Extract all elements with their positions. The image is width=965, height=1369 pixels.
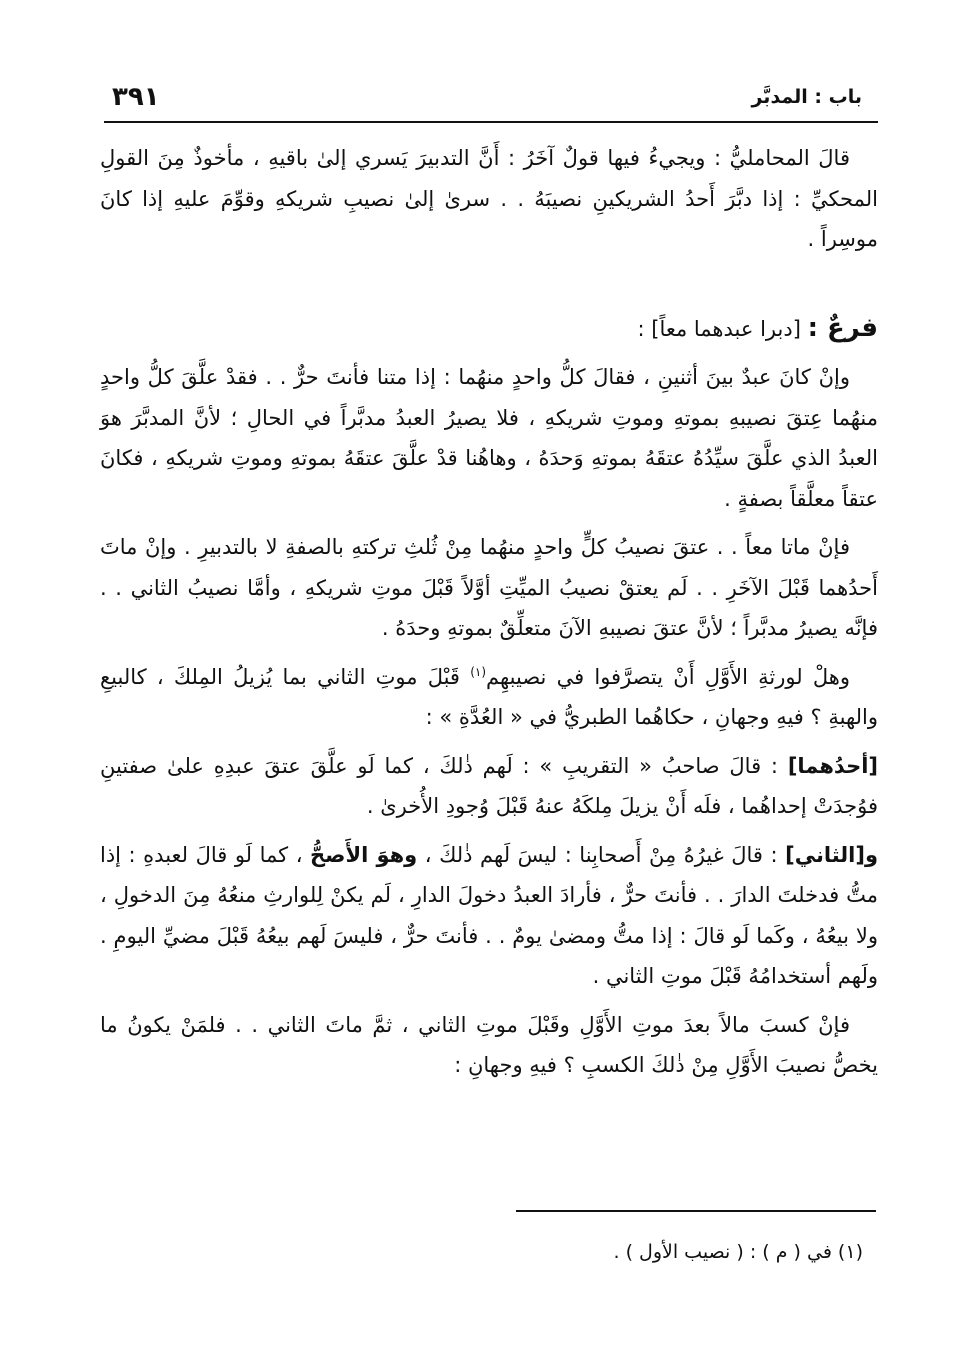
footnote: (١) في ( م ) : ( نصيب الأول ) . — [613, 1241, 863, 1263]
body-text — [100, 138, 878, 1094]
paragraph: فإنْ كسبَ مالاً بعدَ موتِ الأَوَّلِ وقَبْلَ موتِ الثاني ، ثمَّ ماتَ الثاني . . فلمَنْ يكونُ ما يخصُّ نصيبَ الأَوَّلِ مِنْ ذٰلكَ الكسبِ ؟ فيهِ وجهانِ : — [100, 1012, 878, 1077]
section-title: [دبرا عبدهما معاً] : — [637, 316, 801, 341]
page-number: ٣٩١ — [112, 82, 160, 112]
footnote-reference[interactable]: (١) — [470, 664, 487, 679]
paragraph: فإنْ ماتا معاً . . عتقَ نصيبُ كلٍّ واحدٍ منهُما مِنْ ثُلثِ تركتهِ بالصفةِ لا بالتدبيرِ . وإنْ ماتَ أَحدُهما قَبْلَ الآخَرِ . . لَم يعتقْ نصيبُ الميِّتِ أوَّلاً قَبْلَ موتِ شريكهِ ، وأمَّا نصيبُ الثاني . . فإنَّه يصيرُ مدبَّراً ؛ لأنَّ عتقَ نصيبهِ الآنَ متعلِّقٌ بموتهِ وحدَهُ . — [100, 535, 878, 640]
opinion-label: [أحدُهما] — [787, 753, 878, 778]
section-heading — [100, 308, 878, 350]
footnote-rule — [516, 1210, 876, 1212]
running-title: باب : المدبَّر — [751, 86, 862, 108]
paragraph — [100, 835, 878, 997]
paragraph-text: صفتينِ فوُجدَتْ إحداهُما ، فلَه أَنْ يزيلَ مِلكَهُ عنهُ قَبْلَ وُجودِ الأُخرىٰ . — [100, 753, 878, 818]
header-rule — [104, 121, 878, 123]
paragraph-text: لعبدهِ : إذا متُّ فدخلتَ الدارَ . . فأنتَ حرٌّ ، فأرادَ العبدُ دخولَ الدارِ ، لَم يكنْ لِلوارثِ منعُهُ مِنَ الدخولِ ، ولا بيعُهُ ، وكَما لَو قالَ : إذا متُّ ومضىٰ يومٌ . . فأنتَ حرٌّ ، فليسَ لَهم بيعُهُ قَبْلَ مضيِّ اليومِ . ولَهم أستخدامُهُ قَبْلَ موتِ الثاني . — [100, 842, 878, 988]
paragraph — [100, 746, 878, 827]
opinion-label: و[الثاني] — [785, 842, 879, 867]
paragraph-text: وهلْ لورثةِ الأَوَّلِ أَنْ يتصرَّفوا في نصيبهِم — [486, 664, 850, 689]
section-label: فرعٌ : — [807, 312, 878, 343]
paragraph: وإنْ كانَ عبدٌ بينَ أثنينِ ، فقالَ كلُّ واحدٍ منهُما : إذا متنا فأنتَ حرٌّ . . فقدْ علَّقَ كلُّ واحدٍ منهُما عِتقَ نصيبهِ بموتهِ وموتِ شريكهِ ، فلا يصيرُ العبدُ مدبَّراً في الحالِ ؛ لأنَّ المدبَّرَ هوَ العبدُ الذي علَّقَ سيِّدُهُ عتقَهُ بموتهِ وَحدَهُ ، وهاهُنا قدْ علَّقَ عتقَهُ بموتهِ وموتِ شريكهِ ، فكانَ عتقاً معلَّقاً بصفةٍ . — [100, 365, 878, 511]
paragraph: قالَ المحامليُّ : ويجيءُ فيها قولٌ آخَرُ : أَنَّ التدبيرَ يَسري إلىٰ باقيهِ ، مأخوذٌ مِنَ القولِ المحكيِّ : إذا دبَّرَ أَحدُ الشريكينِ نصيبَهُ . . سرىٰ إلىٰ نصيبِ شريكهِ وقوِّمَ عليهِ إذا كانَ موسِراً . — [100, 146, 878, 251]
paragraph — [100, 657, 878, 738]
paragraph-text: ، كما لَو قالَ — [195, 842, 311, 867]
paragraph-text: قَبْلَ موتِ الثاني بما يُزيلُ المِلكَ ، — [156, 664, 471, 689]
paragraph-text: كالبيعِ والهبةِ ؟ فيهِ وجهانِ ، حكاهُما الطبريُّ في « العُدَّةِ » : — [100, 664, 878, 729]
paragraph-text: : قالَ غيرُهُ مِنْ أَصحابِنا : ليسَ لَهم ذٰلكَ ، — [417, 842, 786, 867]
paragraph-text: : قالَ صاحبُ « التقريبِ » : لَهم ذٰلكَ ، كما لَو علَّقَ عتقَ عبدِهِ علىٰ — [166, 753, 788, 778]
emphasis-text: وهوَ الأَصحُّ — [310, 842, 418, 867]
